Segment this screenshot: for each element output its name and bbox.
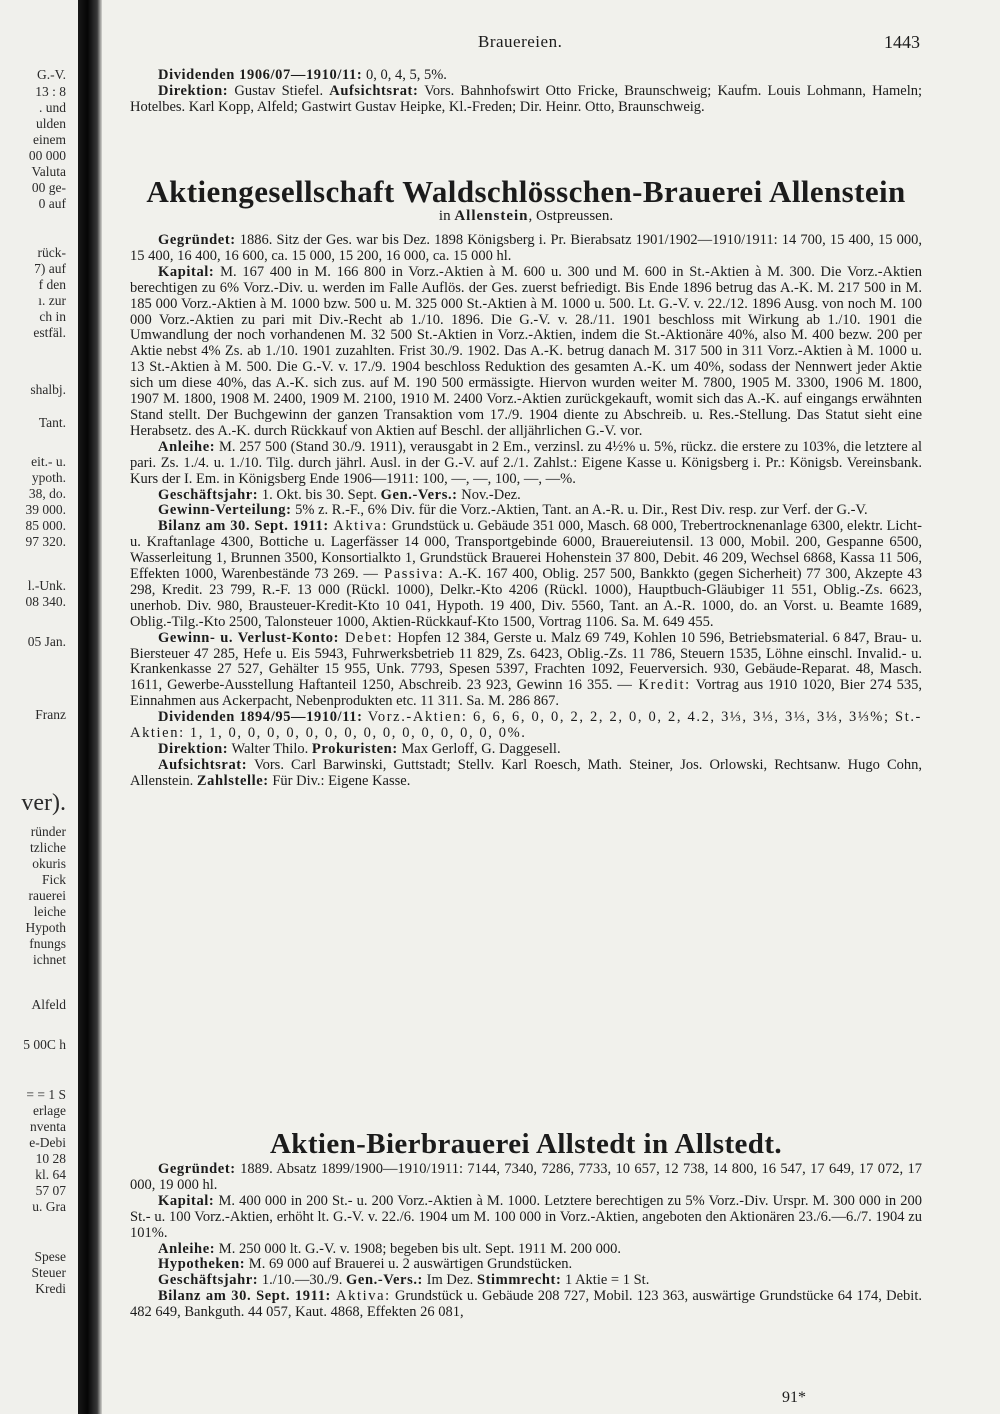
gutter-fragment: ı. zur [38,293,66,308]
capital-paragraph: Kapital: M. 167 400 in M. 166 800 in Vorz.-Aktien à M. 600 u. 300 und M. 600 in St.-Aktien à M. 300. Die Vorz.-Aktien berechtigen zu 6% Vorz.-Div. u. werden im Falle Auflös. der Ges. zuerst befriedigt. Bis Ende 1896 betrug das A.-K. M. 217 500 in M. 185 000 Vorz.-Aktien à M. 1000 bzw. 500 u. M. 325 000 St.-Aktien à M. 1000 u. 500. Lt. G.-V. v. 22./12. 1896 Ausg. von noch M. 100 000 Vorz.-Aktien zu pari mit Div.-Recht ab 1./10. 1896. Die G.-V. v. 28./11. 1901 beschloss mit Wirkung ab 1./10. 1901 die Umwandlung der noch vorhandenen M. 32 500 St.-Aktien in Vorz.-Aktien, indem die St.-Aktionäre 40%, also M. 400 bezw. 200 per Aktie nebst 4% Zs. ab 1./10. 1901 zuzahlten. Frist 30./9. 1902. Das A.-K. betrug danach M. 317 500 in 311 Vorz.-Aktien à M. 1000 u. 13 St.-Aktien à M. 500. Die G.-V. v. 17./9. 1904 beschloss Reduktion des gesamten A.-K. um 40%, sodass der Nennwert jeder Aktie sich um diese 40%, das A.-K. sich zus. auf M. 190 500 ermässigte. Hiervon wurden weiter M. 7800, 1905 M. 3300, 1906 M. 1800, 1907 M. 1800, 1908 M. 2400, 1909 M. 2100, 1910 M. 2400 Vorz.-Aktien zurückgekauft, womit sich das A.-K. auf eingangs erwähnten Stand stellt. Der Buchgewinn der ganzen Transaktion vom 17./9. 1904 diente zu Abschreib. u. Res.-Stellung. Das Statut sieht eine Herabsetz. des A.-K. durch Rückkauf von Aktien auf Beschl. der alljährlichen G.-V. vor. [130,263,922,439]
mortgage-paragraph: Hypotheken: M. 69 000 auf Brauerei u. 2 auswärtigen Grundstücken. [158,1256,573,1273]
gutter-fragment: 38, do. [28,486,66,501]
gutter-fragment: rück- [37,245,66,260]
gutter-fragment: estfäl. [33,325,66,340]
gutter-fragment: 57 07 [35,1183,66,1198]
gutter-fragment: Franz [35,707,66,722]
gutter-fragment: . und [39,100,66,115]
gutter-fragment: 00 ge- [31,180,66,195]
gutter-fragment: leiche [33,904,66,919]
gutter-fragment: Tant. [38,415,66,430]
entry-allstedt [130,1162,922,1321]
company-location: in Allenstein, Ostpreussen. [438,208,614,224]
company-title-allstedt: Aktien-Bierbrauerei Allstedt in Allstedt. [269,1128,783,1160]
gutter-fragment: l.-Unk. [27,578,66,593]
gutter-fragment: erlage [33,1103,66,1118]
gutter-fragment: 85 000. [25,518,66,533]
gutter-fragment: ch in [39,309,66,324]
loan-paragraph: Anleihe: M. 250 000 lt. G.-V. v. 1908; begeben bis ult. Sept. 1911 M. 200 000. [158,1240,622,1257]
gutter-fragment: ypoth. [31,470,66,485]
gutter-fragment: kl. 64 [35,1167,66,1182]
gutter-fragment: fnungs [29,936,66,951]
gutter-fragment: 97 320. [25,534,66,549]
gutter-fragment: 39 000. [25,502,66,517]
balance-sheet: Bilanz am 30. Sept. 1911: Aktiva: Grundstück u. Gebäude 351 000, Masch. 68 000, Trebertrocknenanlage 6300, elektr. Licht- u. Kraftanlage 4300, Bottiche u. Lagerfässer 14 000, Transportgebinde 6000, Brauereiutensil. 13 000, Mobil. 200, Gespanne 6500, Wasserleitung 1, Brunnen 3500, Konsortialkto 1, Grundstück Brauerei Hohenstein 37 800, Debit. 46 209, Wechsel 6868, Kassa 11 506, Effekten 1000, Warenbestände 73 269. — Passiva: A.-K. 167 400, Oblig. 257 500, Bankkto (gegen Sicherheit) 77 300, Akzepte 43 298, Kredit. 23 799, R.-F. 13 000 (Rückl. 1000), Delkr.-Kto 4206 (Rückl. 1000), Hauptbuch-Gläubiger 11 551, Oblig.-Zs. 6623, unerhob. Div. 980, Brausteuer-Kredit-Kto 10 041, Hypoth. 19 400, Div. 5560, Tant. an A.-R. 1000, do. an Vorst. u. Beamte 1689, Oblig.-Tilg.-Kto 2500, Talonsteuer 1000, Aktien-Rückkauf-Kto 1500, Vortrag 1106. Sa. M. 649 455. [130,518,922,630]
gutter-fragment: okuris [32,856,66,871]
gutter-fragment: 10 28 [35,1151,66,1166]
gutter-fragment: 5 00C h [23,1037,66,1052]
page-header [102,32,922,54]
running-head: Brauereien. [478,32,563,51]
gutter-fragment: Steuer [31,1265,66,1280]
gutter-fragment: eit.- u. [31,454,66,469]
entry-allenstein [130,233,922,790]
gutter-fragment: ichnet [33,952,66,967]
gutter-fragment: 08 340. [25,594,66,609]
gutter-fragment: Alfeld [31,997,66,1012]
gutter-fragment: 00 000 [28,148,66,163]
top-entry [130,68,922,116]
management-line: Direktion: Walter Thilo. Prokuristen: Max Gerloff, G. Daggesell. [158,741,561,757]
signature-mark: 91* [782,1389,806,1406]
gutter-fragment: Fick [41,872,66,887]
gutter-fragment: = = 1 S [26,1087,66,1102]
gutter-fragment: tzliche [30,840,66,855]
page-number: 1443 [884,32,920,52]
gutter-fragment: e-Debi [29,1135,66,1150]
founded-paragraph: Gegründet: 1886. Sitz der Ges. war bis Dez. 1898 Königsberg i. Pr. Bierabsatz 1901/1902—1910/1911: 14 700, 15 400, 15 000, 15 400, 16 400, 16 600, ca. 15 000, 15 200, 16 000, ca. 15 000 hl. [130,232,922,264]
gutter-fragment: Valuta [31,164,66,179]
capital-paragraph: Kapital: M. 400 000 in 200 St.- u. 200 Vorz.-Aktien à M. 1000. Letztere berechtigen zu 5% Vorz.-Div. Urspr. M. 300 000 in 200 St.- u. 100 Vorz.-Aktien, erhöht lt. G.-V. v. 22./6. 1904 um M. 100 000 in Vorz.-Aktien, angeboten den Aktionären 23./6.—6./7. 1904 zu 101%. [130,1192,922,1241]
gutter-fragment: 7) auf [34,261,66,276]
gutter-fragment: ulden [36,116,66,131]
gutter-fragment: ver). [21,790,66,816]
gutter-fragment: G.-V. [36,67,66,82]
gutter-fragment: 0 auf [38,196,66,211]
gutter-fragment: u. Gra [32,1199,66,1214]
dividends-history: Dividenden 1894/95—1910/11: Vorz.-Aktien: 6, 6, 6, 0, 0, 2, 2, 2, 0, 0, 2, 4.2, 3⅓, 3⅓, 3⅓, 3⅓, 3⅓%; St.-Aktien: 1, 1, 0, 0, 0, 0, 0, 0, 0, 0, 0, 0, 0, 0, 0, 0, 0%. [130,709,922,742]
board-paragraph: Direktion: Gustav Stiefel. Aufsichtsrat: Vors. Bahnhofswirt Otto Fricke, Braunschweig; Kaufm. Louis Lohmann, Hameln; Hotelbes. Karl Kopp, Alfeld; Gastwirt Gustav Heipke, Kl.-Freden; Dir. Heinr. Otto, Braunschweig. [130,82,922,115]
profit-loss-account: Gewinn- u. Verlust-Konto: Debet: Hopfen 12 384, Gerste u. Malz 69 749, Kohlen 10 596, Betriebsmaterial. 6 847, Brau- u. Biersteuer 47 285, Hefe u. Eis 5943, Fuhrwerksbetrieb 11 829, Zs. 6423, Oblig.-Zs. 11 786, Steuern 1535, Löhne einschl. Invalid.- u. Krankenkasse 27 527, Gehälter 15 955, Unk. 7793, Spesen 5397, Frachten 1092, Feuerversich. 930, Gebäude-Reparat. 48, Masch. 1611, Gewerbe-Ausstellung Haftanteil 1250, Abschreib. 23 923, Gewinn 16 355. — Kredit: Vortrag aus 1910 1020, Bier 274 535, Einnahmen aus Ackerpacht, Nebenprodukten etc. 11 311. Sa. M. 286 867. [130,629,922,710]
fiscal-year-line: Geschäftsjahr: 1./10.—30./9. Gen.-Vers.: Im Dez. Stimmrecht: 1 Aktie = 1 St. [158,1272,650,1289]
gutter-fragment: Hypoth [25,920,66,935]
founded-paragraph: Gegründet: 1889. Absatz 1899/1900—1910/1911: 7144, 7340, 7286, 7733, 10 657, 12 738, 14 800, 16 547, 17 649, 17 072, 17 000, 19 000 hl. [130,1161,922,1193]
gutter-fragment: shalbj. [30,382,66,397]
company-title-allenstein: Aktiengesellschaft Waldschlösschen-Brauerei Allenstein [146,174,906,209]
gutter-fragment: nventa [30,1119,66,1134]
profit-distribution: Gewinn-Verteilung: 5% z. R.-F., 6% Div. für die Vorz.-Aktien, Tant. an A.-R. u. Dir., Rest Div. resp. zur Verf. der G.-V. [158,502,868,519]
loan-paragraph: Anleihe: M. 257 500 (Stand 30./9. 1911), verausgabt in 2 Em., verzinsl. zu 4½% u. 5%, rückz. die erstere zu 103%, die letztere al pari. Zs. 1./4. u. 1./10. Tilg. durch jährl. Ausl. in der G.-V. auf 2./1. Zahlst.: Eigene Kasse u. Königsberg i. Pr.: Königsb. Vereinsbank. Kurs der I. Em. in Königsberg Ende 1906—1911: 100, —, —, 100, —, —%. [130,438,922,487]
fiscal-year-line: Geschäftsjahr: 1. Okt. bis 30. Sept. Gen.-Vers.: Nov.-Dez. [158,486,521,503]
gutter-fragment: Spese [34,1249,66,1264]
gutter-fragment: Kredi [35,1281,66,1296]
gutter-fragment: 13 : 8 [35,84,66,99]
dividends-line: Dividenden 1906/07—1910/11: 0, 0, 4, 5, 5%. [158,67,447,83]
gutter-fragment: rauerei [28,888,66,903]
supervisory-board: Aufsichtsrat: Vors. Carl Barwinski, Guttstadt; Stellv. Karl Roesch, Math. Steiner, Jos. Orlowski, Rechtsanw. Hugo Cohn, Allenstein. Zahlstelle: Für Div.: Eigene Kasse. [130,756,922,789]
gutter-fragment: ründer [30,824,66,839]
page [102,0,1000,1414]
previous-page-gutter [0,0,78,1414]
balance-sheet: Bilanz am 30. Sept. 1911: Aktiva: Grundstück u. Gebäude 208 727, Mobil. 123 363, auswärtige Grundstücke 64 174, Debit. 482 649, Bankguth. 44 057, Kaut. 4868, Effekten 26 081, [130,1288,922,1321]
gutter-fragment: einem [33,132,66,147]
gutter-fragment: 05 Jan. [27,634,66,649]
book-spine-shadow [78,0,102,1414]
gutter-fragment: f den [38,277,66,292]
